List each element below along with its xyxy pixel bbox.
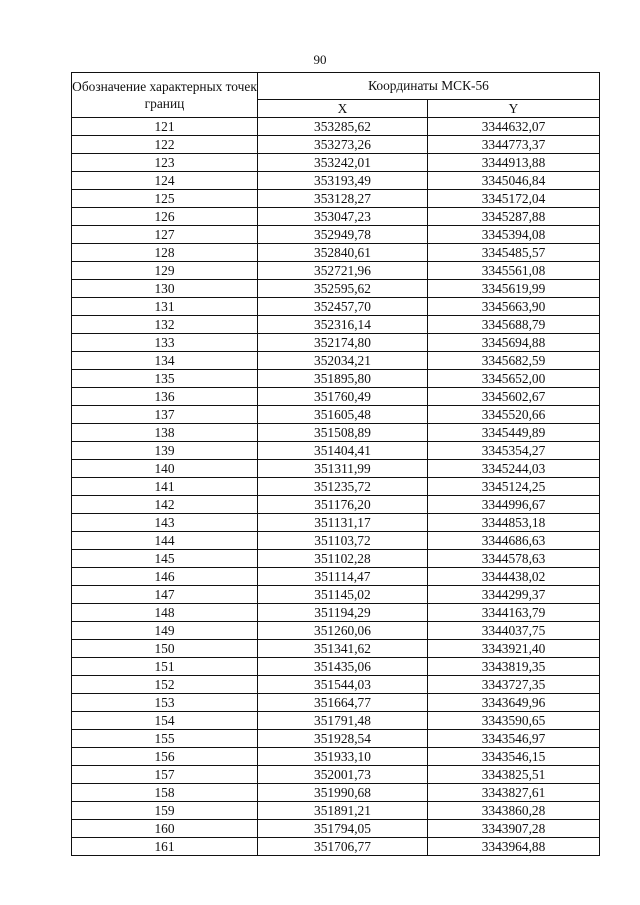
- y-coordinate-cell: 3345449,89: [428, 424, 600, 442]
- table-row: [72, 694, 600, 712]
- point-cell: 127: [72, 226, 258, 244]
- x-coordinate-cell: 351544,03: [258, 676, 428, 694]
- y-coordinate-cell: 3345394,08: [428, 226, 600, 244]
- table-row: [72, 658, 600, 676]
- point-cell: 129: [72, 262, 258, 280]
- table-body: [72, 118, 600, 856]
- point-cell: 143: [72, 514, 258, 532]
- x-coordinate-cell: 353242,01: [258, 154, 428, 172]
- y-coordinate-cell: 3345561,08: [428, 262, 600, 280]
- x-coordinate-cell: 351131,17: [258, 514, 428, 532]
- y-coordinate-cell: 3343825,51: [428, 766, 600, 784]
- point-cell: 151: [72, 658, 258, 676]
- x-coordinate-cell: 351260,06: [258, 622, 428, 640]
- table-row: [72, 640, 600, 658]
- x-coordinate-cell: 353193,49: [258, 172, 428, 190]
- table-row: [72, 226, 600, 244]
- x-coordinate-cell: 352001,73: [258, 766, 428, 784]
- table-row: [72, 748, 600, 766]
- table-row: [72, 208, 600, 226]
- point-cell: 122: [72, 136, 258, 154]
- table-row: [72, 352, 600, 370]
- x-coordinate-cell: 352457,70: [258, 298, 428, 316]
- x-coordinate-cell: 352840,61: [258, 244, 428, 262]
- point-cell: 154: [72, 712, 258, 730]
- x-coordinate-cell: 351235,72: [258, 478, 428, 496]
- y-coordinate-cell: 3345046,84: [428, 172, 600, 190]
- table-row: [72, 496, 600, 514]
- y-coordinate-cell: 3344037,75: [428, 622, 600, 640]
- point-cell: 155: [72, 730, 258, 748]
- table-row: [72, 136, 600, 154]
- x-coordinate-cell: 352034,21: [258, 352, 428, 370]
- x-coordinate-cell: 351605,48: [258, 406, 428, 424]
- table-row: [72, 442, 600, 460]
- point-cell: 149: [72, 622, 258, 640]
- y-coordinate-cell: 3344632,07: [428, 118, 600, 136]
- table-row: [72, 532, 600, 550]
- point-cell: 153: [72, 694, 258, 712]
- point-cell: 142: [72, 496, 258, 514]
- x-coordinate-cell: 351891,21: [258, 802, 428, 820]
- point-cell: 128: [72, 244, 258, 262]
- point-cell: 124: [72, 172, 258, 190]
- table-row: [72, 604, 600, 622]
- table-row: [72, 334, 600, 352]
- y-coordinate-cell: 3344578,63: [428, 550, 600, 568]
- y-coordinate-cell: 3345688,79: [428, 316, 600, 334]
- x-coordinate-cell: 351194,29: [258, 604, 428, 622]
- x-coordinate-cell: 351990,68: [258, 784, 428, 802]
- x-coordinate-cell: 352595,62: [258, 280, 428, 298]
- y-coordinate-cell: 3343964,88: [428, 838, 600, 856]
- point-cell: 132: [72, 316, 258, 334]
- table-row: [72, 244, 600, 262]
- x-coordinate-cell: 353128,27: [258, 190, 428, 208]
- y-coordinate-cell: 3344996,67: [428, 496, 600, 514]
- y-coordinate-cell: 3344438,02: [428, 568, 600, 586]
- y-column-header: Y: [428, 99, 600, 117]
- point-cell: 130: [72, 280, 258, 298]
- table-row: [72, 172, 600, 190]
- point-cell: 123: [72, 154, 258, 172]
- table-row: [72, 316, 600, 334]
- x-coordinate-cell: 351928,54: [258, 730, 428, 748]
- coordinates-group-header: Координаты МСК-56: [258, 73, 600, 100]
- table-row: [72, 784, 600, 802]
- point-cell: 133: [72, 334, 258, 352]
- point-cell: 145: [72, 550, 258, 568]
- x-coordinate-cell: 351311,99: [258, 460, 428, 478]
- table-row: [72, 406, 600, 424]
- point-cell: 161: [72, 838, 258, 856]
- y-coordinate-cell: 3343860,28: [428, 802, 600, 820]
- coordinates-table: [71, 72, 600, 856]
- y-coordinate-cell: 3344853,18: [428, 514, 600, 532]
- x-coordinate-cell: 351706,77: [258, 838, 428, 856]
- table-row: [72, 802, 600, 820]
- point-cell: 121: [72, 118, 258, 136]
- table-row: [72, 514, 600, 532]
- table-row: [72, 118, 600, 136]
- point-cell: 146: [72, 568, 258, 586]
- y-coordinate-cell: 3343546,97: [428, 730, 600, 748]
- point-cell: 144: [72, 532, 258, 550]
- point-cell: 139: [72, 442, 258, 460]
- y-coordinate-cell: 3345172,04: [428, 190, 600, 208]
- x-coordinate-cell: 351794,05: [258, 820, 428, 838]
- point-cell: 136: [72, 388, 258, 406]
- y-coordinate-cell: 3343649,96: [428, 694, 600, 712]
- y-coordinate-cell: 3343907,28: [428, 820, 600, 838]
- y-coordinate-cell: 3345354,27: [428, 442, 600, 460]
- point-cell: 152: [72, 676, 258, 694]
- point-cell: 159: [72, 802, 258, 820]
- y-coordinate-cell: 3345652,00: [428, 370, 600, 388]
- point-cell: 140: [72, 460, 258, 478]
- x-coordinate-cell: 351103,72: [258, 532, 428, 550]
- table-header: [72, 73, 600, 118]
- x-coordinate-cell: 351760,49: [258, 388, 428, 406]
- y-coordinate-cell: 3345663,90: [428, 298, 600, 316]
- point-cell: 125: [72, 190, 258, 208]
- page-number: 90: [313, 52, 327, 67]
- table-row: [72, 154, 600, 172]
- y-coordinate-cell: 3345244,03: [428, 460, 600, 478]
- table-row: [72, 712, 600, 730]
- point-cell: 137: [72, 406, 258, 424]
- y-coordinate-cell: 3345124,25: [428, 478, 600, 496]
- x-coordinate-cell: 352949,78: [258, 226, 428, 244]
- point-cell: 160: [72, 820, 258, 838]
- y-coordinate-cell: 3345682,59: [428, 352, 600, 370]
- x-coordinate-cell: 353285,62: [258, 118, 428, 136]
- table-row: [72, 568, 600, 586]
- point-cell: 134: [72, 352, 258, 370]
- y-coordinate-cell: 3345619,99: [428, 280, 600, 298]
- table-row: [72, 676, 600, 694]
- y-coordinate-cell: 3344299,37: [428, 586, 600, 604]
- point-cell: 126: [72, 208, 258, 226]
- table-row: [72, 424, 600, 442]
- table-row: [72, 586, 600, 604]
- x-column-header: X: [258, 99, 428, 117]
- table-row: [72, 370, 600, 388]
- x-coordinate-cell: 351791,48: [258, 712, 428, 730]
- x-coordinate-cell: 351404,41: [258, 442, 428, 460]
- x-coordinate-cell: 351176,20: [258, 496, 428, 514]
- x-coordinate-cell: 351933,10: [258, 748, 428, 766]
- y-coordinate-cell: 3344773,37: [428, 136, 600, 154]
- x-coordinate-cell: 352316,14: [258, 316, 428, 334]
- x-coordinate-cell: 351145,02: [258, 586, 428, 604]
- y-coordinate-cell: 3344913,88: [428, 154, 600, 172]
- table-row: [72, 838, 600, 856]
- y-coordinate-cell: 3344686,63: [428, 532, 600, 550]
- x-coordinate-cell: 351341,62: [258, 640, 428, 658]
- table-row: [72, 766, 600, 784]
- y-coordinate-cell: 3344163,79: [428, 604, 600, 622]
- y-coordinate-cell: 3343727,35: [428, 676, 600, 694]
- table-row: [72, 622, 600, 640]
- y-coordinate-cell: 3345694,88: [428, 334, 600, 352]
- y-coordinate-cell: 3345287,88: [428, 208, 600, 226]
- point-cell: 135: [72, 370, 258, 388]
- y-coordinate-cell: 3343590,65: [428, 712, 600, 730]
- table-row: [72, 460, 600, 478]
- table-row: [72, 280, 600, 298]
- point-column-header: Обозначение характерных точек границ: [72, 73, 258, 118]
- point-cell: 148: [72, 604, 258, 622]
- table-row: [72, 388, 600, 406]
- x-coordinate-cell: 351664,77: [258, 694, 428, 712]
- table-row: [72, 298, 600, 316]
- x-coordinate-cell: 351895,80: [258, 370, 428, 388]
- y-coordinate-cell: 3345520,66: [428, 406, 600, 424]
- x-coordinate-cell: 351114,47: [258, 568, 428, 586]
- table-row: [72, 550, 600, 568]
- point-cell: 138: [72, 424, 258, 442]
- x-coordinate-cell: 351508,89: [258, 424, 428, 442]
- y-coordinate-cell: 3345485,57: [428, 244, 600, 262]
- table-row: [72, 262, 600, 280]
- point-cell: 141: [72, 478, 258, 496]
- x-coordinate-cell: 351102,28: [258, 550, 428, 568]
- y-coordinate-cell: 3343819,35: [428, 658, 600, 676]
- point-cell: 157: [72, 766, 258, 784]
- table-row: [72, 478, 600, 496]
- table-row: [72, 820, 600, 838]
- x-coordinate-cell: 353047,23: [258, 208, 428, 226]
- x-coordinate-cell: 352721,96: [258, 262, 428, 280]
- x-coordinate-cell: 353273,26: [258, 136, 428, 154]
- y-coordinate-cell: 3343921,40: [428, 640, 600, 658]
- table-row: [72, 190, 600, 208]
- point-cell: 156: [72, 748, 258, 766]
- x-coordinate-cell: 351435,06: [258, 658, 428, 676]
- y-coordinate-cell: 3343827,61: [428, 784, 600, 802]
- x-coordinate-cell: 352174,80: [258, 334, 428, 352]
- point-cell: 131: [72, 298, 258, 316]
- point-cell: 158: [72, 784, 258, 802]
- table-row: [72, 730, 600, 748]
- y-coordinate-cell: 3343546,15: [428, 748, 600, 766]
- point-cell: 150: [72, 640, 258, 658]
- y-coordinate-cell: 3345602,67: [428, 388, 600, 406]
- point-cell: 147: [72, 586, 258, 604]
